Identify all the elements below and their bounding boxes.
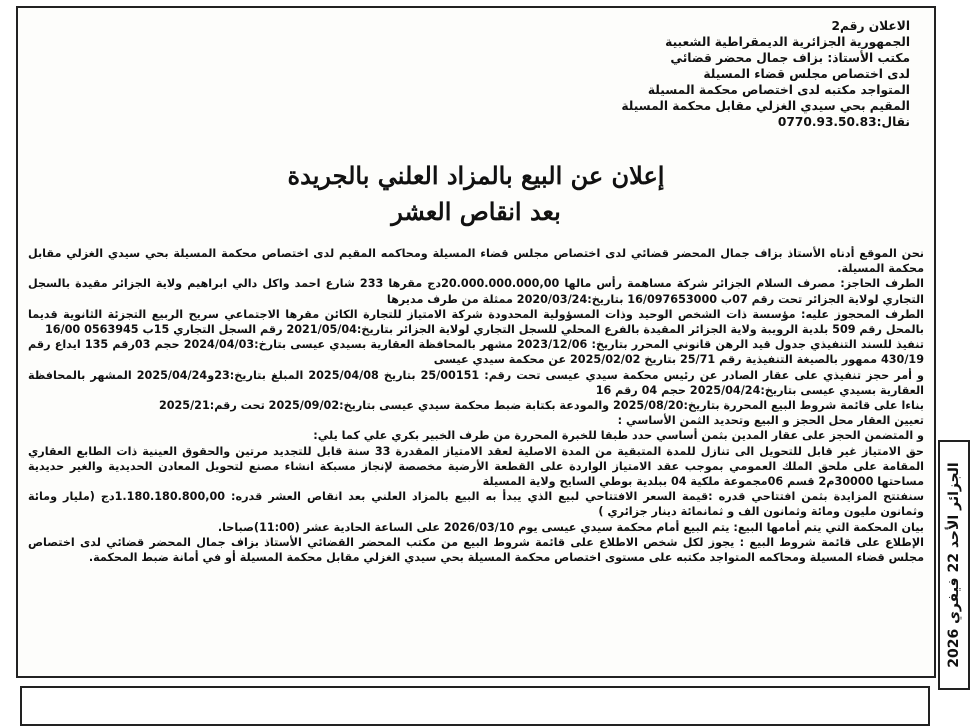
paragraph-court-date: بيان المحكمة التي يتم أمامها البيع: يتم البيع أمام محكمة سيدي عيسى يوم 2026/03/10 على الساعة الحادية عشر (11:00)صباحا.: [217, 520, 924, 534]
jurisdiction-court: لدى اختصاص مجلس قضاء المسيلة: [703, 67, 910, 81]
republic-name: الجمهورية الجزائرية الديمقراطية الشعبية: [665, 35, 910, 49]
paragraph-property-description: حق الامتياز غير قابل للتحويل الى تنازل للمدة المتبقية من المدة الاصلية لعقد الامتياز المقدرة 33 سنة قابل للتجديد مرتين والحقوق العينية ذات الطابع العقاري المقامة على ملحق الملك العمومي بموجب عقد الامتياز الواردة على القطعة الأرضية مخصصة لإنجاز مسبكة انشاء مصنع لتحويل المعادن الحديدية والغير حديدية مساحتها 30000م2 قسم 06مجموعة ملكية 04 ببلدية بوطي السايح ولاية المسيلة: [28, 444, 924, 489]
paragraph-execution-title: تنفيذ للسند التنفيذي جدول قيد الرهن قانوني المحرر بتاريخ: 2023/12/06 مشهر بالمحافظة العقارية بسيدي عيسى بتارخ:2024/04/03 حجم 03رقم 135 ايداع رقم 430/19 ممهور بالصيغة التنفيذية رقم 25/71 بتاريخ 2025/02/02 عن محكمة سيدي عيسى: [28, 338, 924, 367]
next-announcement-frame: [20, 686, 930, 726]
announcement-body: [28, 246, 924, 565]
newspaper-date-text: الجزائر الأحد 22 فيفري 2026: [946, 462, 962, 668]
bailiff-office: مكتب الأستاذ: بزاف جمال محضر قضائي: [670, 51, 910, 65]
phone-number: نقال:0770.93.50.83: [777, 115, 910, 129]
paragraph-consultation: الإطلاع على قائمة شروط البيع : يجوز لكل شخص الاطلاع على قائمة شروط البيع من مكتب المحضر القضائي الأستاذ بزاف جمال المحضر قضائي لدى اختصاص مجلس قضاء المسيلة ومحاكمه المتواجد مكتبه على مستوى اختصاص محكمة المسيلة بحي سيدي الغزلي مقابل محكمة المسيلة أو في أمانة ضبط المحكمة.: [28, 535, 924, 565]
office-address: المقيم بحي سيدي الغزلي مقابل محكمة المسيلة: [621, 99, 910, 113]
announcement-frame: [16, 6, 936, 678]
paragraph-opening-price: سنفتتح المزايدة بثمن افتتاحي قدره :قيمة السعر الافتتاحي لبيع الذي يبدأ به البيع بالمزاد العلني بعد انقاص العشر قدره: 1.180.180.800,00دج (مليار ومائة وثمانون مليون ومائة وثمانون الف و ثمانمائة دينار جزائري ): [28, 490, 924, 519]
paragraph-property-intro: و المتضمن الحجز على عقار المدين بثمن أساسي حدد طبقا للخبرة المحررة من طرف الخبير بكري علي كما يلي:: [313, 429, 924, 443]
newspaper-date-strip: [938, 440, 970, 690]
title-line-2: بعد انقاص العشر: [391, 197, 561, 226]
announcement-number: الاعلان رقم2: [831, 19, 910, 33]
title-line-1: إعلان عن البيع بالمزاد العلني بالجريدة: [287, 161, 665, 190]
paragraph-debtor: الطرف المحجوز عليه: مؤسسة ذات الشخص الوحيد وذات المسؤولية المحدودة شركة الامتياز للتجارة الكائن مقرها الاجتماعي سريح الربيع التجزئة الثانوية قديما بالمحل رقم 509 بلدية الرويبة ولاية الجزائر المقيدة بالفرع المحلي للسجل التجاري لولاية الجزائر بتاريخ:2021/05/04 رقم السجل التجاري 15ب 0563945 16/00: [28, 307, 924, 337]
office-location: المتواجد مكتبه لدى اختصاص محكمة المسيلة: [647, 83, 910, 97]
paragraph-property-heading: تعيين العقار محل الحجز و البيع وتحديد الثمن الأساسي :: [617, 414, 924, 428]
paragraph-seizure-order: و أمر حجز تنفيذي على عقار الصادر عن رئيس محكمة سيدي عيسى تحت رقم: 25/00151 بتاريخ 2025/04/08 المبلغ بتاريخ:23و2025/04/24 المشهر بالمحافظة العقارية بسيدي عيسى بتاريخ:2025/04/24 حجم 04 رقم 16: [28, 368, 924, 397]
announcement-header: [350, 18, 910, 130]
announcement-title: [18, 158, 934, 230]
paragraph-intro: نحن الموقع أدناه الأستاذ بزاف جمال المحضر قضائي لدى اختصاص مجلس قضاء المسيلة ومحاكمه المقيم لدى اختصاص محكمة المسيلة بحي سيدي الغزلي مقابل محكمة المسيلة.: [28, 247, 924, 276]
paragraph-sale-conditions: بناءا على قائمة شروط البيع المحررة بتاريخ:2025/08/20 والمودعة بكتابة ضبط محكمة سيدي عيسى بتاريخ:2025/09/02 تحت رقم:2025/21: [158, 399, 924, 413]
paragraph-creditor: الطرف الحاجز: مصرف السلام الجزائر شركة مساهمة رأس مالها 20.000.000.000,00دج مقرها 233 شارع احمد واكل دالي ابراهيم ولاية الجزائر مقيدة بالسجل التجاري لولاية الجزائر تحت رقم 07ب 16/097653000 بتاريخ:2020/03/24 ممثلة من طرف مديرها: [28, 277, 924, 306]
